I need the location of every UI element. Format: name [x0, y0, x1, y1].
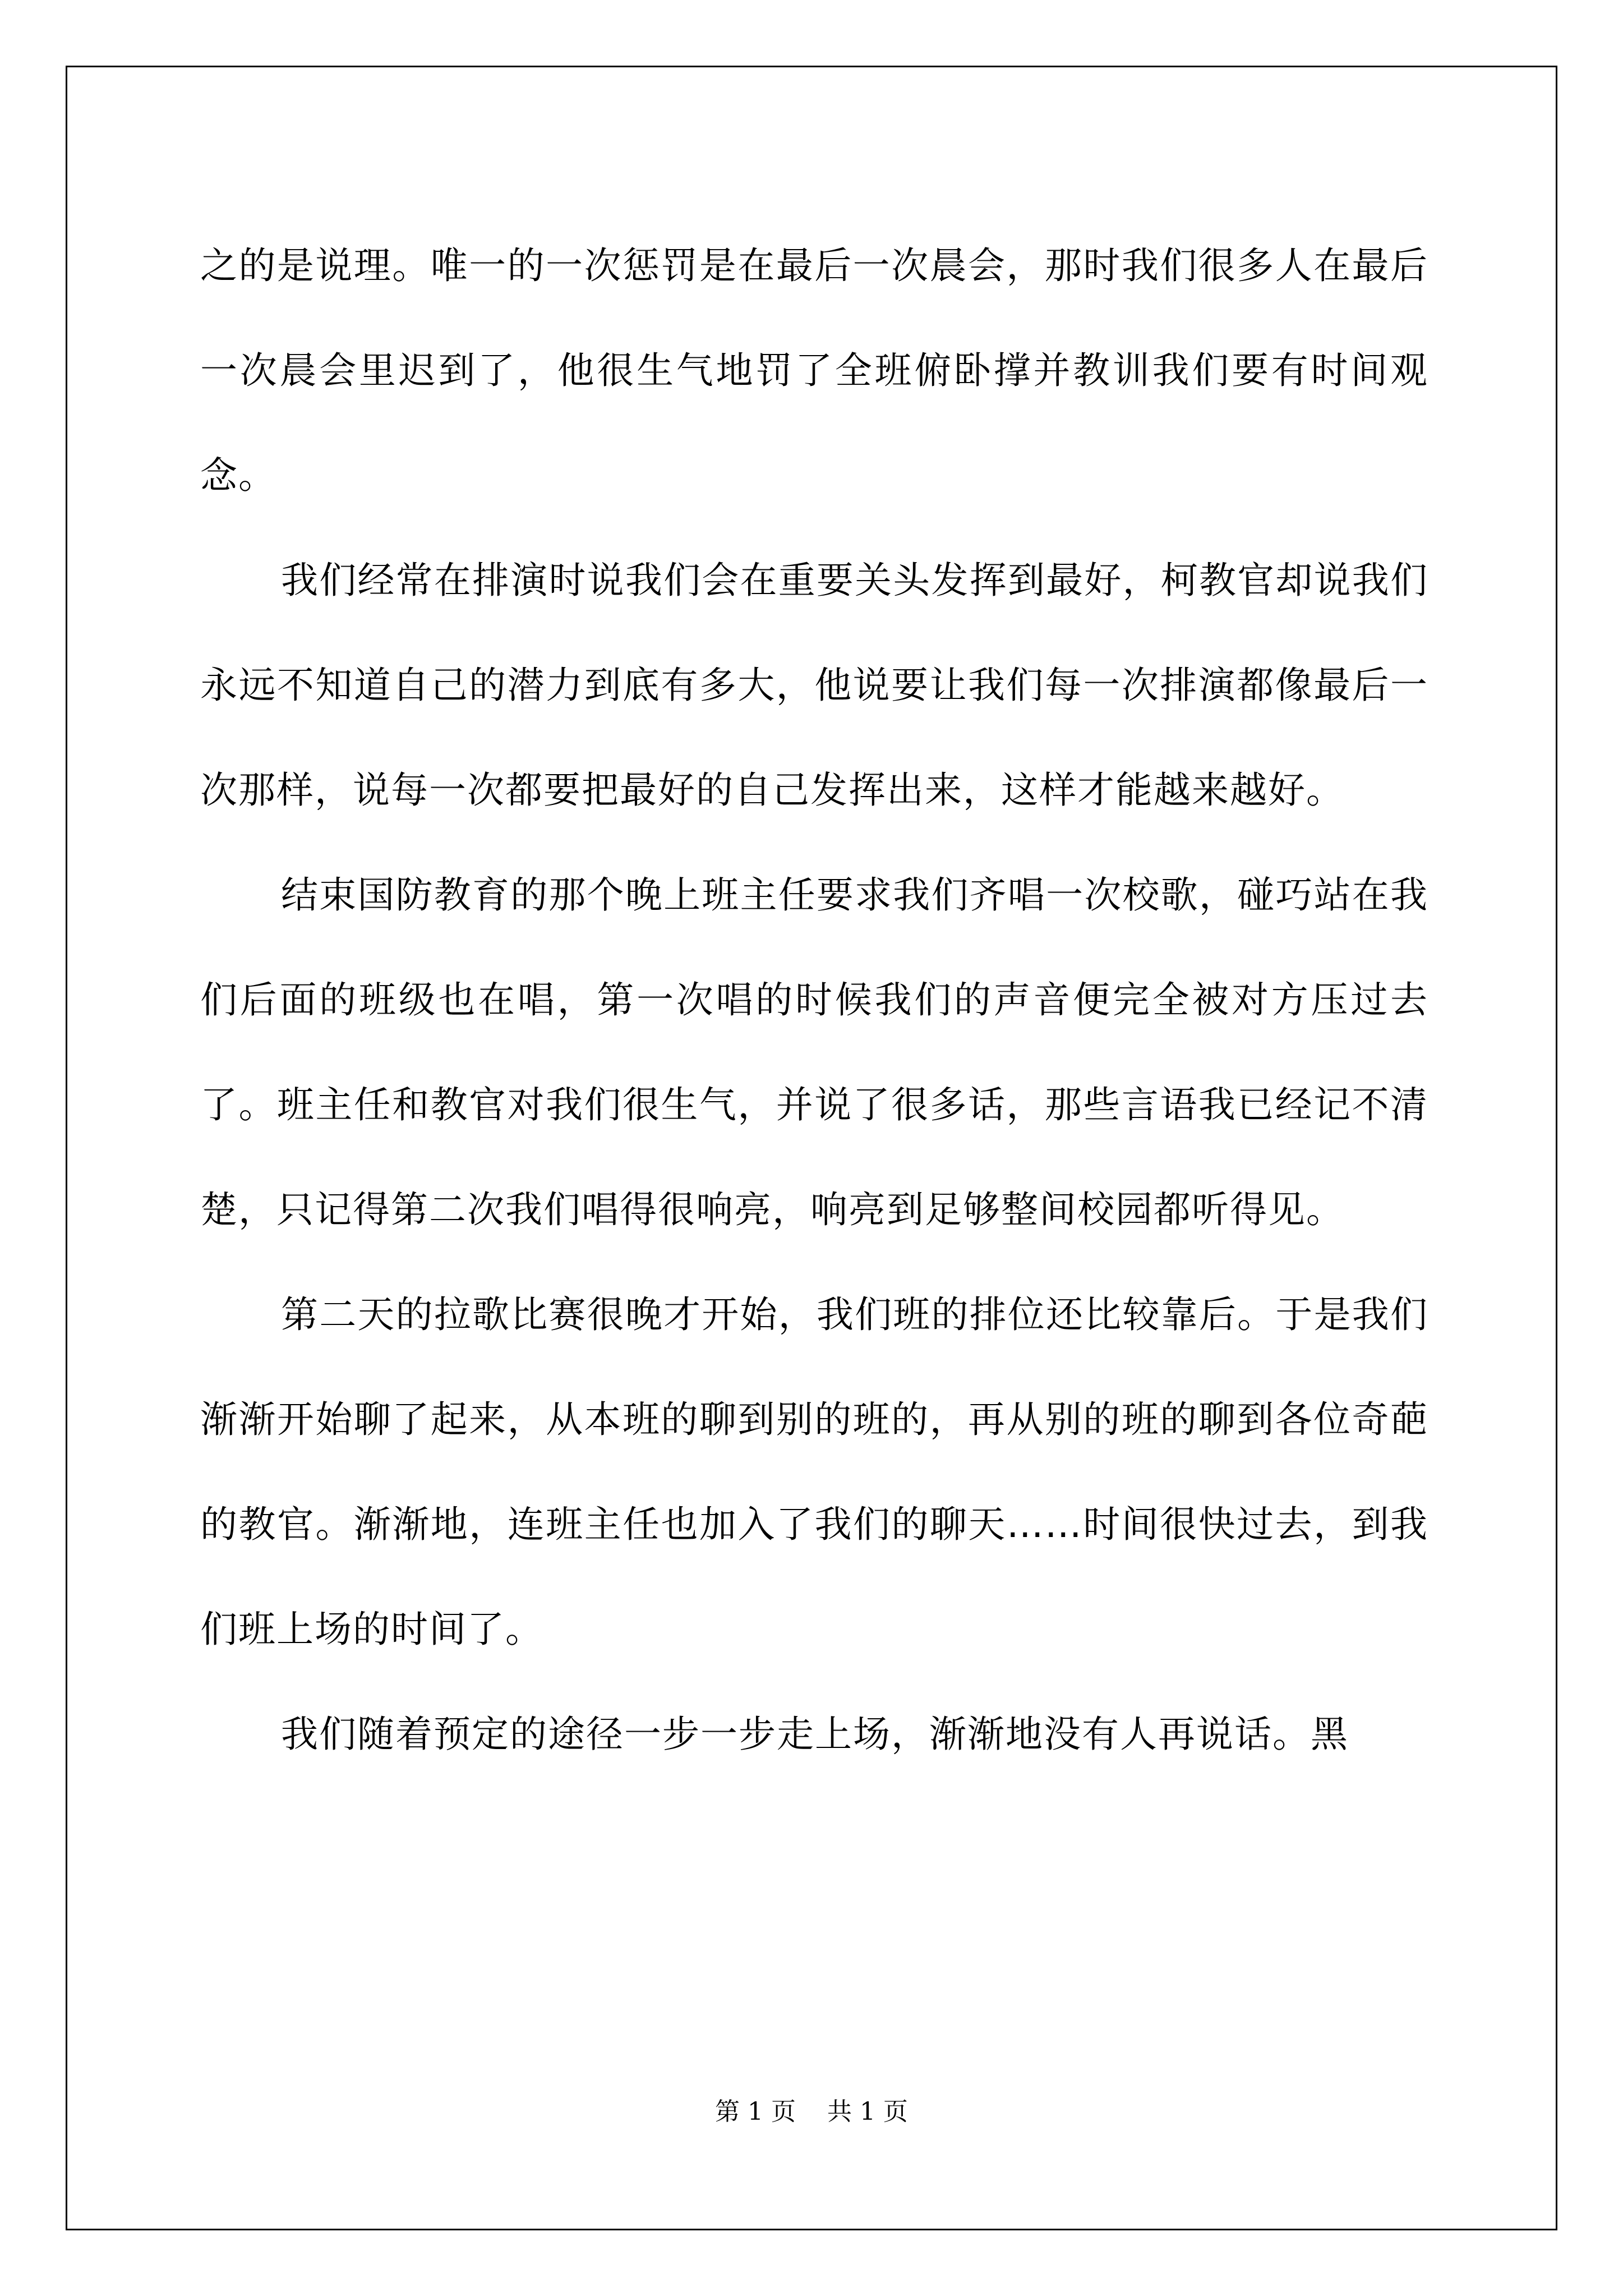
- paragraph-1: 之的是说理。唯一的一次惩罚是在最后一次晨会，那时我们很多人在最后一次晨会里迟到了，他很生气地罚了全班俯卧撑并教训我们要有时间观念。: [200, 244, 1428, 497]
- paragraph-3: 结束国防教育的那个晚上班主任要求我们齐唱一次校歌，碰巧站在我们后面的班级也在唱，第一次唱的时候我们的声音便完全被对方压过去了。班主任和教官对我们很生气，并说了很多话，那些言语我已经记不清楚，只记得第二次我们唱得很响亮，响亮到足够整间校园都听得见。: [200, 873, 1428, 1231]
- page-number: 第 1 页: [715, 2097, 796, 2126]
- page-footer: [0, 2095, 1623, 2129]
- page-total: 共 1 页: [827, 2097, 908, 2126]
- paragraph-4: 第二天的拉歌比赛很晚才开始，我们班的排位还比较靠后。于是我们渐渐开始聊了起来，从本班的聊到别的班的，再从别的班的聊到各位奇葩的教官。渐渐地，连班主任也加入了我们的聊天……时间很快过去，到我们班上场的时间了。: [200, 1293, 1428, 1651]
- paragraph-2: 我们经常在排演时说我们会在重要关头发挥到最好，柯教官却说我们永远不知道自己的潜力到底有多大，他说要让我们每一次排演都像最后一次那样，说每一次都要把最好的自己发挥出来，这样才能越来越好。: [200, 559, 1428, 812]
- paragraph-5: 我们随着预定的途径一步一步走上场，渐渐地没有人再说话。黑: [281, 1713, 1349, 1756]
- document-body: [200, 213, 1428, 1787]
